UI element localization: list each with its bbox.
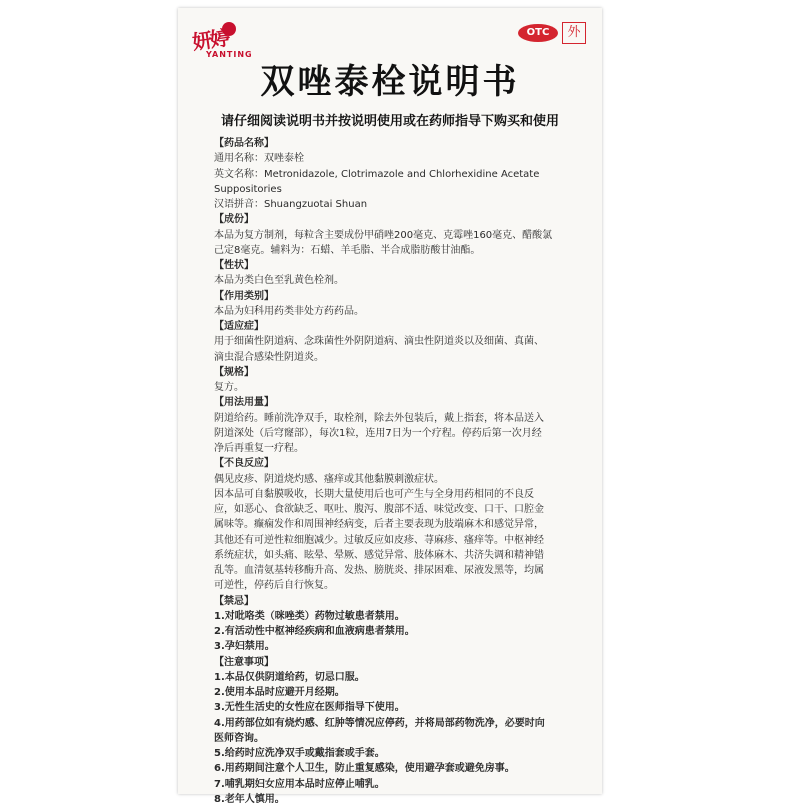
adverse-line: 系统症状，如头痛、眩晕、晕厥、感觉异常、肢体麻木、共济失调和精神错: [214, 549, 544, 561]
precaution-item: 2.使用本品时应避开月经期。: [214, 687, 345, 698]
contraindication-item: 1.对吡咯类（咪唑类）药物过敏患者禁用。: [214, 610, 405, 622]
usage-line: 净后再重复一疗程。: [214, 443, 304, 454]
precaution-item: 7.哺乳期妇女应用本品时应停止哺乳。: [214, 778, 385, 790]
adverse-line: 应，如恶心、食欲缺乏、呕吐、腹泻、腹部不适、味觉改变、口干、口腔金: [214, 504, 544, 515]
name-line: 通用名称：双唑泰栓: [214, 153, 304, 165]
category-line: 本品为妇科用药类非处方药药品。: [214, 305, 364, 317]
section-heading-category: 【作用类别】: [214, 290, 274, 302]
external-use-badge: 外: [562, 22, 586, 44]
precaution-item: 5.给药时应洗净双手或戴指套或手套。: [214, 748, 385, 759]
usage-line: 阴道给药。睡前洗净双手，取栓剂，除去外包装后，戴上指套，将本品送入: [214, 412, 544, 424]
precaution-item: 1.本品仅供阴道给药，切忌口服。: [214, 671, 365, 683]
section-heading-adverse: 【不良反应】: [214, 458, 274, 470]
precaution-item: 6.用药期间注意个人卫生，防止重复感染，使用避孕套或避免房事。: [214, 763, 515, 775]
composition-line: 己定8毫克。辅料为：石蜡、羊毛脂、半合成脂肪酸甘油酯。: [214, 244, 481, 256]
name-line: 汉语拼音：Shuangzuotai Shuan: [214, 199, 368, 210]
otc-badge: OTC: [518, 24, 558, 42]
section-heading-usage: 【用法用量】: [214, 397, 274, 409]
brand-name-en: YANTING: [206, 50, 253, 59]
precaution-item: 3.无性生活史的女性应在医师指导下使用。: [214, 702, 405, 714]
adverse-line: 因本品可自黏膜吸收，长期大量使用后也可产生与全身用药相同的不良反: [214, 488, 534, 500]
precaution-item: 4.用药部位如有烧灼感、红肿等情况应停药，并将局部药物洗净，必要时向: [214, 717, 545, 729]
character-line: 本品为类白色至乳黄色栓剂。: [214, 275, 344, 287]
contraindication-item: 2.有活动性中枢神经疾病和血液病患者禁用。: [214, 626, 415, 637]
indications-line: 用于细菌性阴道病、念珠菌性外阴阴道病、滴虫性阴道炎以及细菌、真菌、: [214, 336, 544, 348]
leaflet-content: [214, 136, 590, 807]
composition-line: 本品为复方制剂，每粒含主要成份甲硝唑200毫克、克霉唑160毫克、醋酸氯: [214, 229, 553, 241]
adverse-line: 乱等。血清氨基转移酶升高、发热、膀胱炎、排尿困难、尿液发黑等，均属: [214, 565, 544, 576]
adverse-line: 偶见皮疹、阴道烧灼感、瘙痒或其他黏膜刺激症状。: [214, 473, 444, 485]
section-heading-name: 【药品名称】: [214, 138, 274, 149]
precaution-item: 8.老年人慎用。: [214, 793, 285, 805]
adverse-line: 属味等。癫痫发作和周围神经病变，后者主要表现为肢端麻木和感觉异常，: [214, 519, 544, 531]
indications-line: 滴虫混合感染性阴道炎。: [214, 351, 324, 363]
section-heading-indications: 【适应症】: [214, 321, 264, 332]
precaution-item: 医师咨询。: [214, 732, 264, 744]
adverse-line: 其他还有可逆性粒细胞减少。过敏反应如皮疹、荨麻疹、瘙痒等。中枢神经: [214, 534, 544, 546]
usage-line: 阴道深处（后穹窿部），每次1粒，连用7日为一个疗程。停药后第一次月经: [214, 427, 542, 439]
section-heading-spec: 【规格】: [214, 366, 254, 378]
name-line: Suppositories: [214, 183, 282, 195]
document-subtitle: 请仔细阅读说明书并按说明使用或在药师指导下购买和使用: [220, 114, 559, 129]
name-line: 英文名称：Metronidazole, Clotrimazole and Chlorhexidine Acetate: [214, 168, 540, 180]
section-heading-contraindications: 【禁忌】: [214, 595, 254, 607]
brand-name-cn: 妍婷: [190, 25, 230, 55]
section-heading-precautions: 【注意事项】: [214, 656, 274, 668]
adverse-line: 可逆性，停药后自行恢复。: [214, 580, 334, 592]
spec-line: 复方。: [214, 382, 244, 393]
contraindication-item: 3.孕妇禁用。: [214, 641, 275, 653]
section-heading-composition: 【成份】: [214, 214, 254, 226]
section-heading-character: 【性状】: [214, 260, 254, 271]
leaflet-sheet: [178, 8, 602, 805]
document-title: 双唑泰栓说明书: [260, 62, 520, 102]
